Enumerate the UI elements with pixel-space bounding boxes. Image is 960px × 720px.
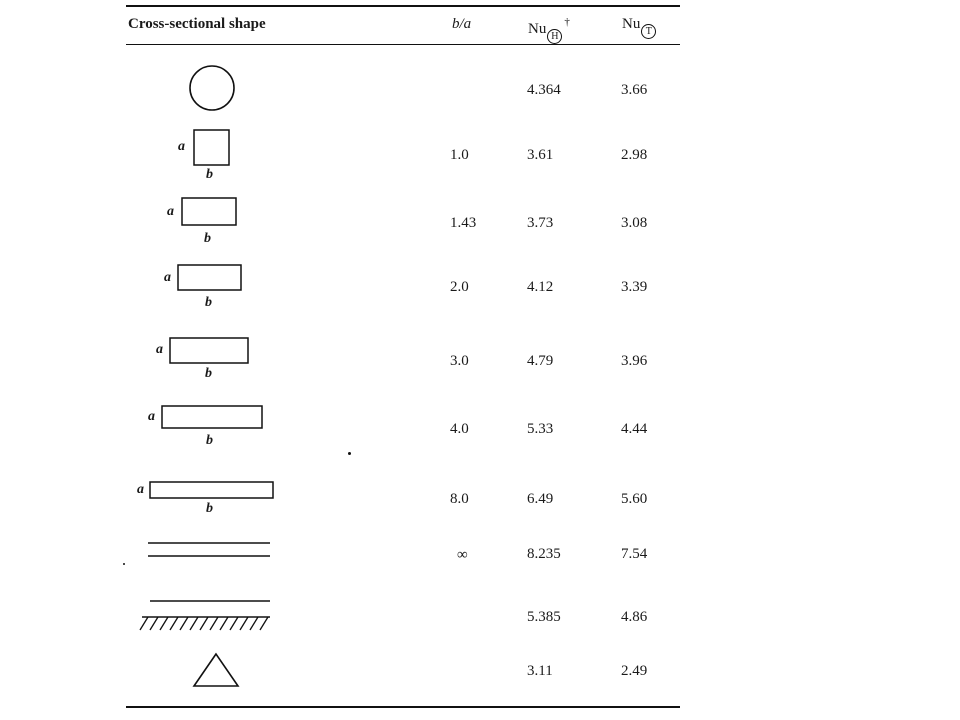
circled-t-symbol: T: [641, 24, 656, 39]
row-8-0-ba: 8.0: [450, 491, 469, 507]
side-label-b: b: [205, 366, 212, 381]
row-4-0-nut: 4.44: [621, 421, 648, 437]
side-label-a: a: [178, 139, 185, 154]
row-4-0-nuh: 5.33: [527, 421, 554, 437]
table-bottom-rule: [126, 706, 680, 708]
header-nu-h-base: Nu: [528, 21, 547, 37]
row-triangle-nuh: 3.11: [527, 663, 553, 679]
row-8-0-nuh: 6.49: [527, 491, 554, 507]
row-insulated-nuh: 5.385: [527, 609, 561, 625]
side-label-b: b: [206, 501, 213, 516]
side-label-b: b: [206, 433, 213, 448]
parallel-plates-shape: [146, 539, 274, 561]
table-header-rule: [126, 44, 680, 45]
rectangle-3-0-shape: [169, 337, 250, 365]
row-infinity-nut: 7.54: [621, 546, 648, 562]
row-infinity-ba: ∞: [457, 547, 468, 563]
row-3-0-nuh: 4.79: [527, 353, 554, 369]
row-2-0-nut: 3.39: [621, 279, 648, 295]
header-nu-t: [622, 16, 656, 39]
row-insulated-nut: 4.86: [621, 609, 648, 625]
row-infinity-nuh: 8.235: [527, 546, 561, 562]
rectangle-8-0-shape: [149, 481, 275, 500]
row-1-0-nuh: 3.61: [527, 147, 554, 163]
side-label-a: a: [156, 342, 163, 357]
rectangle-2-0-shape: [177, 264, 243, 292]
row-1-43-ba: 1.43: [450, 215, 477, 231]
side-label-b: b: [205, 295, 212, 310]
header-nu-t-base: Nu: [622, 16, 641, 32]
header-nu-h: [528, 16, 570, 44]
row-1-0-nut: 2.98: [621, 147, 648, 163]
side-label-a: a: [167, 204, 174, 219]
square-shape: [193, 129, 231, 167]
stray-dot: [123, 563, 125, 565]
side-label-b: b: [206, 167, 213, 182]
row-2-0-ba: 2.0: [450, 279, 469, 295]
row-4-0-ba: 4.0: [450, 421, 469, 437]
header-b-over-a: b/a: [452, 16, 472, 32]
side-label-a: a: [137, 482, 144, 497]
row-3-0-nut: 3.96: [621, 353, 648, 369]
circle-shape: [189, 64, 237, 114]
row-1-43-nuh: 3.73: [527, 215, 554, 231]
rectangle-4-0-shape: [161, 405, 264, 430]
rectangle-1-43-shape: [181, 197, 238, 227]
triangle-shape: [191, 651, 241, 689]
side-label-a: a: [164, 270, 171, 285]
side-label-a: a: [148, 409, 155, 424]
header-cross-sectional-shape: Cross-sectional shape: [128, 16, 266, 32]
row-3-0-ba: 3.0: [450, 353, 469, 369]
row-1-43-nut: 3.08: [621, 215, 648, 231]
row-1-0-ba: 1.0: [450, 147, 469, 163]
side-label-b: b: [204, 231, 211, 246]
insulated-plates-shape: [136, 596, 274, 636]
dagger-mark: †: [564, 16, 570, 28]
stray-dot: [348, 452, 351, 455]
row-8-0-nut: 5.60: [621, 491, 648, 507]
row-2-0-nuh: 4.12: [527, 279, 554, 295]
row-circle-nuh: 4.364: [527, 82, 561, 98]
row-circle-nut: 3.66: [621, 82, 648, 98]
row-triangle-nut: 2.49: [621, 663, 648, 679]
circled-h-symbol: H: [547, 29, 562, 44]
table-top-rule: [126, 5, 680, 7]
